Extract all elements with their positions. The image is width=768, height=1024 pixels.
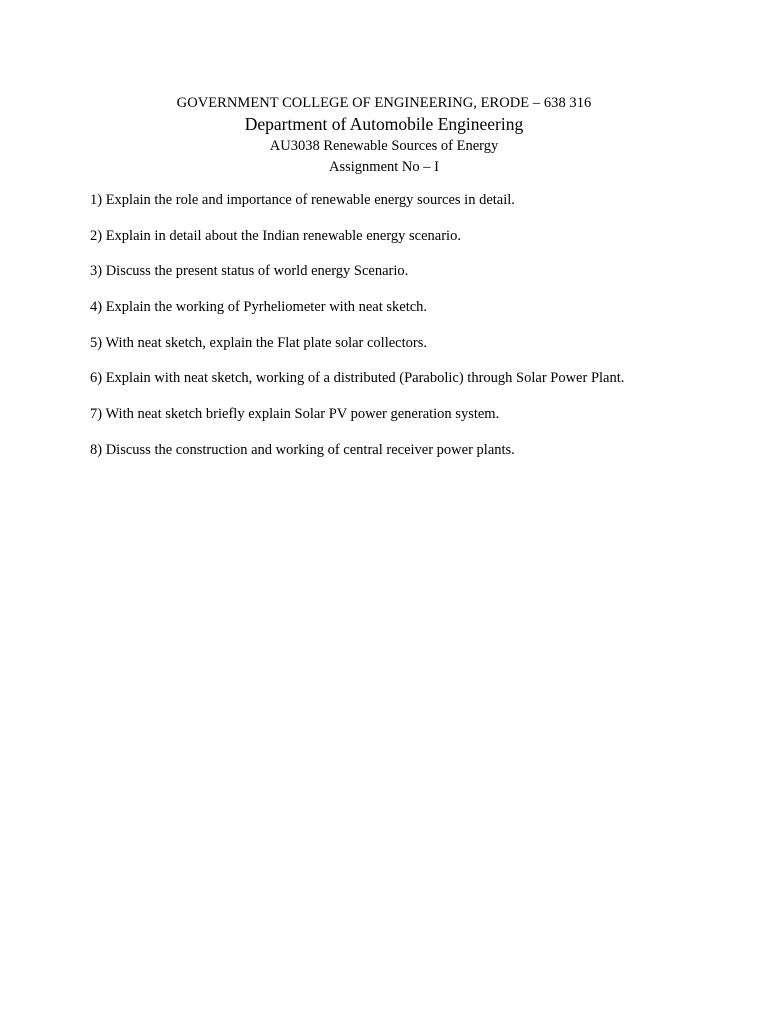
document-header: [0, 93, 768, 178]
assignment-title: Assignment No – I: [329, 159, 439, 175]
question-item: 2) Explain in detail about the Indian renewable energy scenario.: [90, 227, 461, 244]
question-item: 5) With neat sketch, explain the Flat plate solar collectors.: [90, 334, 427, 351]
course-title: AU3038 Renewable Sources of Energy: [269, 138, 499, 154]
department-name: Department of Automobile Engineering: [244, 114, 524, 134]
question-item: 3) Discuss the present status of world energy Scenario.: [90, 263, 409, 280]
question-item: 1) Explain the role and importance of renewable energy sources in detail.: [90, 192, 515, 208]
college-name: GOVERNMENT COLLEGE OF ENGINEERING, ERODE – 638 316: [176, 95, 592, 111]
question-item: 7) With neat sketch briefly explain Solar PV power generation system.: [90, 406, 500, 423]
question-item: 4) Explain the working of Pyrheliometer with neat sketch.: [90, 299, 428, 316]
question-list: [90, 190, 750, 476]
question-item: 6) Explain with neat sketch, working of a distributed (Parabolic) through Solar Power Plant.: [90, 370, 625, 387]
question-item: 8) Discuss the construction and working of central receiver power plants.: [90, 441, 515, 458]
